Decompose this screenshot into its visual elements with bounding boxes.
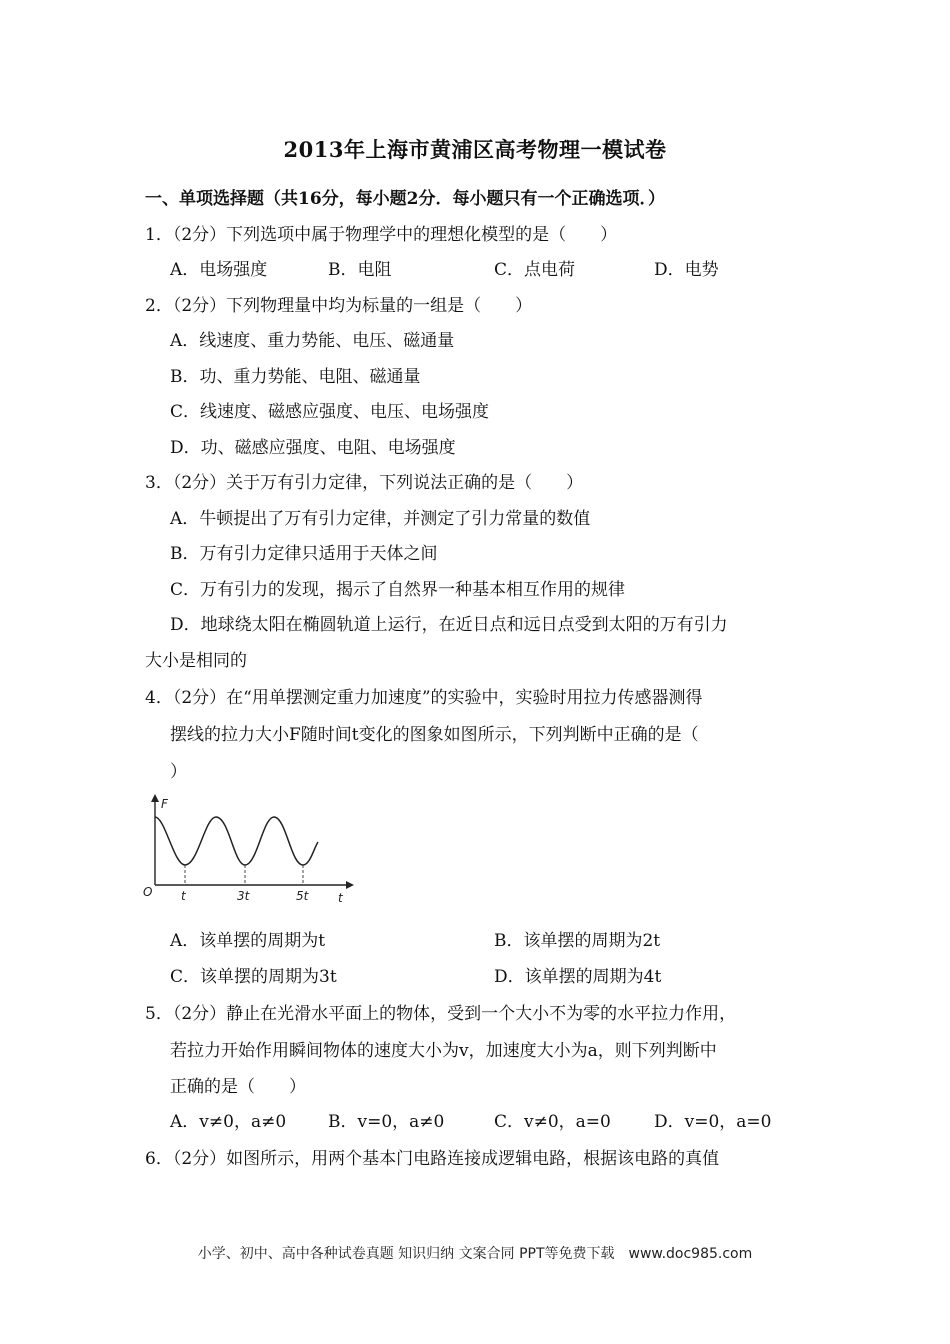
graph-y-label: F [161,797,168,811]
question-2-stem: 2．（2分）下列物理量中均为标量的一组是（ ） [145,296,533,316]
q1-option-d: D．电势 [654,260,719,280]
q4-option-d: D．该单摆的周期为4t [494,967,662,987]
graph-x-label: t [338,891,343,905]
q2-option-d: D．功、磁感应强度、电阻、电场强度 [170,438,456,458]
graph-origin-label: O [143,885,153,899]
graph-tick-3t: 3t [237,889,250,903]
q2-option-a: A．线速度、重力势能、电压、磁通量 [170,331,455,351]
page-title: 2013年上海市黄浦区高考物理一模试卷 [283,137,667,162]
q3-option-b: B．万有引力定律只适用于天体之间 [170,544,438,564]
question-5-stem-line1: 5．（2分）静止在光滑水平面上的物体，受到一个大小不为零的水平拉力作用， [145,1004,737,1024]
q2-option-b: B．功、重力势能、电阻、磁通量 [170,367,421,387]
q3-option-d: D．地球绕太阳在椭圆轨道上运行，在近日点和远日点受到太阳的万有引力 [170,615,728,635]
q5-option-c: C．v≠0，a=0 [494,1112,611,1132]
question-6-stem-line1: 6．（2分）如图所示，用两个基本门电路连接成逻辑电路，根据该电路的真值 [145,1149,720,1169]
section-heading: 一、单项选择题（共16分，每小题2分．每小题只有一个正确选项．） [145,189,665,209]
graph-tick-t: t [181,889,186,903]
q3-option-d-continuation: 大小是相同的 [145,651,247,671]
q4-option-c: C．该单摆的周期为3t [170,967,337,987]
question-5-stem-line2: 若拉力开始作用瞬间物体的速度大小为v，加速度大小为a，则下列判断中 [170,1041,717,1061]
q5-option-b: B．v=0，a≠0 [328,1112,445,1132]
q5-option-d: D．v=0，a=0 [654,1112,772,1132]
q4-option-a: A．该单摆的周期为t [170,931,326,951]
q1-option-b: B．电阻 [328,260,392,280]
q2-option-c: C．线速度、磁感应强度、电压、电场强度 [170,402,490,422]
question-4-stem-line3: ） [170,762,187,782]
q1-option-c: C．点电荷 [494,260,576,280]
question-1-stem: 1．（2分）下列选项中属于物理学中的理想化模型的是（ ） [145,225,618,245]
force-time-graph [138,790,358,910]
q4-option-b: B．该单摆的周期为2t [494,931,661,951]
page-footer[interactable]: 小学、初中、高中各种试卷真题 知识归纳 文案合同 PPT等免费下载 www.doc985.com [197,1246,753,1262]
question-5-stem-line3: 正确的是（ ） [170,1077,306,1097]
q3-option-c: C．万有引力的发现，揭示了自然界一种基本相互作用的规律 [170,580,626,600]
q3-option-a: A．牛顿提出了万有引力定律，并测定了引力常量的数值 [170,509,591,529]
question-4-stem-line2: 摆线的拉力大小F随时间t变化的图象如图所示，下列判断中正确的是（ [170,725,699,745]
q1-option-a: A．电场强度 [170,260,268,280]
question-4-stem-line1: 4．（2分）在“用单摆测定重力加速度”的实验中，实验时用拉力传感器测得 [145,688,703,708]
graph-tick-5t: 5t [296,889,309,903]
q5-option-a: A．v≠0，a≠0 [170,1112,287,1132]
question-3-stem: 3．（2分）关于万有引力定律，下列说法正确的是（ ） [145,473,584,493]
